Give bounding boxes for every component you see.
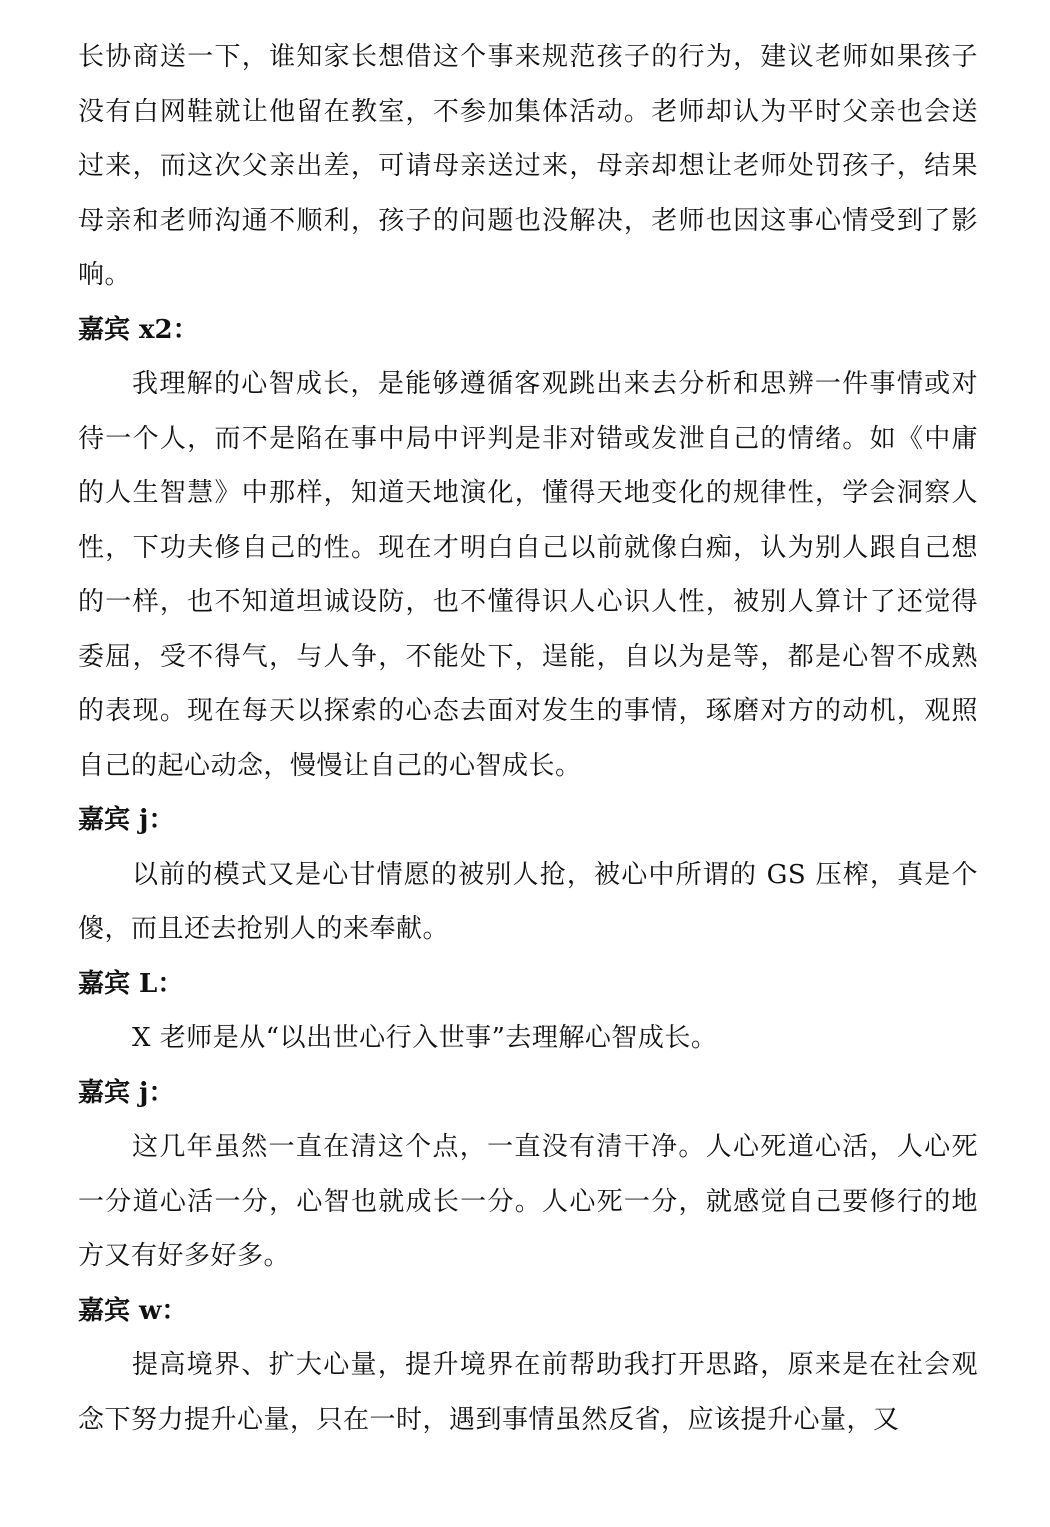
- speaker-label-x2: 嘉宾 x2：: [78, 314, 199, 345]
- paragraph-w: 提高境界、扩大心量，提升境界在前帮助我打开思路，原来是在社会观念下努力提升心量，只在一时，遇到事情虽然反省，应该提升心量，又: [78, 1350, 978, 1435]
- speaker-label-w: 嘉宾 w：: [78, 1295, 188, 1326]
- speaker-label-l: 嘉宾 L：: [78, 968, 184, 999]
- document-page: [78, 30, 978, 1447]
- paragraph-j-second: 这几年虽然一直在清这个点，一直没有清干净。人心死道心活，人心死一分道心活一分，心智也就成长一分。人心死一分，就感觉自己要修行的地方又有好多好多。: [78, 1132, 978, 1271]
- paragraph-j-first: 以前的模式又是心甘情愿的被别人抢，被心中所谓的 GS 压榨，真是个傻，而且还去抢别人的来奉献。: [78, 859, 978, 944]
- paragraph-x2: 我理解的心智成长，是能够遵循客观跳出来去分析和思辨一件事情或对待一个人，而不是陷在事中局中评判是非对错或发泄自己的情绪。如《中庸的人生智慧》中那样，知道天地演化，懂得天地变化的规律性，学会洞察人性，下功夫修自己的性。现在才明白自己以前就像白痴，认为别人跟自己想的一样，也不知道坦诚设防，也不懂得识人心识人性，被别人算计了还觉得委屈，受不得气，与人争，不能处下，逞能，自以为是等，都是心智不成熟的表现。现在每天以探索的心态去面对发生的事情，琢磨对方的动机，观照自己的起心动念，慢慢让自己的心智成长。: [78, 369, 978, 781]
- speaker-label-j-second: 嘉宾 j：: [78, 1077, 175, 1108]
- paragraph-continuation: 长协商送一下，谁知家长想借这个事来规范孩子的行为，建议老师如果孩子没有白网鞋就让他留在教室，不参加集体活动。老师却认为平时父亲也会送过来，而这次父亲出差，可请母亲送过来，母亲却想让老师处罚孩子，结果母亲和老师沟通不顺利，孩子的问题也没解决，老师也因这事心情受到了影响。: [78, 42, 978, 290]
- paragraph-l: X 老师是从“以出世心行入世事”去理解心智成长。: [132, 1023, 718, 1053]
- speaker-label-j-first: 嘉宾 j：: [78, 805, 175, 835]
